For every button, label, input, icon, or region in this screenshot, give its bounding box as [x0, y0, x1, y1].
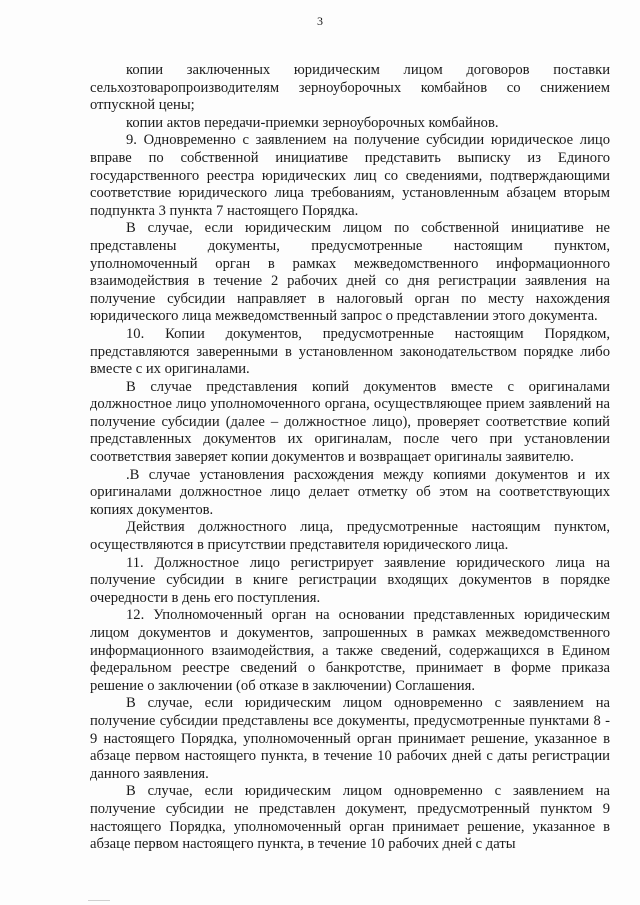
page-number: 3 — [317, 14, 323, 28]
paragraph-copies-verification: В случае представления копий документов вместе с оригиналами должностное лицо уполномоченного органа, осуществляющее прием заявлений на получение субсидии (далее – должностное лицо), проверяет соответствие копий представленных документов их оригиналам, после чего при установлении соответствия заверяет копии документов и возвращает оригиналы заявителю. — [90, 378, 610, 466]
paragraph-item-9: 9. Одновременно с заявлением на получение субсидии юридическое лицо вправе по собственной инициативе представить выписку из Единого государственного реестра юридических лиц со сведениями, подтверждающими соответствие юридического лица требованиям, установленным абзацем вторым подпункта 3 пункта 7 настоящего Порядка. — [90, 132, 610, 219]
paragraph-missing-document-case: В случае, если юридическим лицом одновременно с заявлением на получение субсидии не представлен документ, предусмотренный пунктом 9 настоящего Порядка, уполномоченный орган принимает решение, указанное в абзаце первом настоящего пункта, в течение 10 рабочих дней с даты — [90, 783, 610, 853]
paragraph-official-actions: Действия должностного лица, предусмотренные настоящим пунктом, осуществляются в присутствии представителя юридического лица. — [90, 519, 610, 554]
scan-edge-mark — [88, 900, 110, 901]
paragraph-item-10: 10. Копии документов, предусмотренные настоящим Порядком, представляются заверенными в установленном законодательством порядке либо вместе с их оригиналами. — [90, 325, 610, 378]
document-body — [90, 62, 610, 854]
paragraph-discrepancy: .В случае установления расхождения между копиями документов и их оригиналами должностное лицо делает отметку об этом на соответствующих копиях документов. — [90, 466, 610, 518]
paragraph-acts-copies: копии актов передачи-приемки зерноуборочных комбайнов. — [126, 114, 499, 131]
paragraph-contracts-copies: копии заключенных юридическим лицом договоров поставки сельхозтоваропроизводителям зерноуборочных комбайнов со снижением отпускной цены; — [90, 62, 610, 114]
paragraph-item-11: 11. Должностное лицо регистрирует заявление юридического лица на получение субсидии в книге регистрации входящих документов в порядке очередности в день его поступления. — [90, 554, 610, 606]
paragraph-item-12: 12. Уполномоченный орган на основании представленных юридическим лицом документов и документов, запрошенных в рамках межведомственного информационного взаимодействия, а также сведений, содержащихся в Едином федеральном реестре сведений о банкротстве, принимает в форме приказа решение о заключении (об отказе в заключении) Соглашения. — [90, 607, 610, 694]
paragraph-all-documents-case: В случае, если юридическим лицом одновременно с заявлением на получение субсидии представлены все документы, предусмотренные пунктами 8 - 9 настоящего Порядка, уполномоченный орган принимает решение, указанное в абзаце первом настоящего пункта, в течение 10 рабочих дней с даты регистрации данного заявления. — [90, 695, 610, 782]
paragraph-interagency-request: В случае, если юридическим лицом по собственной инициативе не представлены документы, предусмотренные настоящим пунктом, уполномоченный орган в рамках межведомственного информационного взаимодействия в течение 2 рабочих дней со дня регистрации заявления на получение субсидии направляет в налоговый орган по месту нахождения юридического лица межведомственный запрос о представлении этого документа. — [90, 220, 610, 325]
